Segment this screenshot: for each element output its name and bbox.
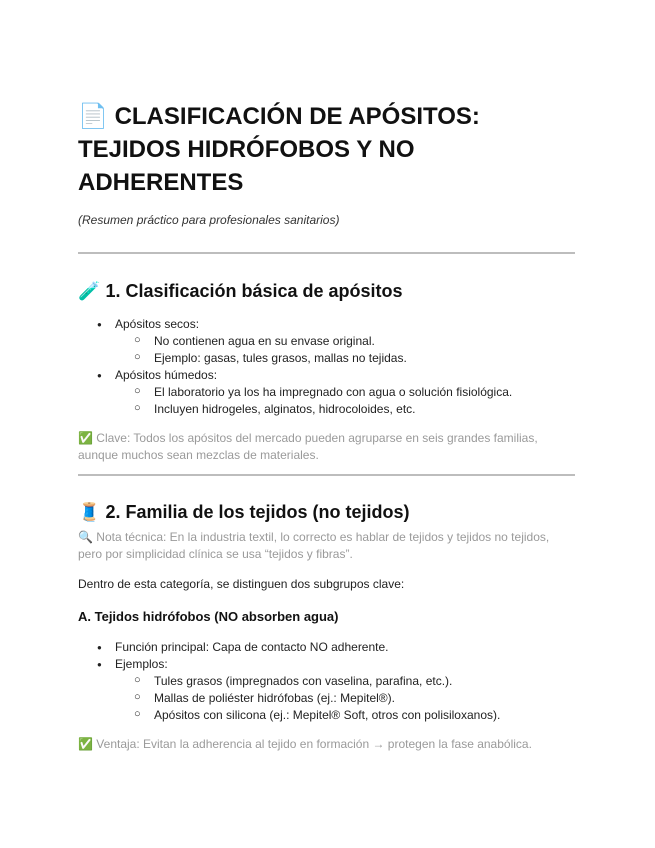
key-note-text: Clave: Todos los apósitos del mercado pueden agruparse en seis grandes familias, aunque muchos sean mezclas de materiales. bbox=[78, 431, 538, 462]
magnifier-icon: 🔍 bbox=[78, 530, 93, 544]
list-subitem: ○ Mallas de poliéster hidrófobas (ej.: Mepitel®). bbox=[78, 690, 575, 707]
list-item: ● Apósitos secos: bbox=[78, 316, 575, 333]
thread-icon: 🧵 bbox=[78, 502, 101, 523]
advantage-text: Ventaja: Evitan la adherencia al tejido en formación → protegen la fase anabólica. bbox=[96, 737, 532, 751]
list-subitem: ○ Incluyen hidrogeles, alginatos, hidrocoloides, etc. bbox=[78, 401, 575, 418]
section-2-intro: Dentro de esta categoría, se distinguen dos subgrupos clave: bbox=[78, 577, 405, 591]
section-2-heading-text: 2. Familia de los tejidos (no tejidos) bbox=[105, 502, 410, 522]
list-subitem: ○ El laboratorio ya los ha impregnado con agua o solución fisiológica. bbox=[78, 384, 575, 401]
page-title bbox=[78, 100, 575, 199]
section-1-heading-text: 1. Clasificación básica de apósitos bbox=[105, 281, 403, 301]
list-item: ● Apósitos húmedos: bbox=[78, 367, 575, 384]
section-2-heading bbox=[78, 502, 410, 523]
page-subtitle: (Resumen práctico para profesionales sanitarios) bbox=[78, 213, 340, 227]
technical-note bbox=[78, 529, 575, 563]
section-1-heading bbox=[78, 281, 403, 302]
divider-1 bbox=[78, 252, 575, 254]
list-subitem: ○ No contienen agua en su envase original. bbox=[78, 333, 575, 350]
subsection-a-heading: A. Tejidos hidrófobos (NO absorben agua) bbox=[78, 609, 339, 624]
check-icon: ✅ bbox=[78, 431, 93, 445]
section-2-list bbox=[78, 639, 575, 724]
list-subitem: ○ Tules grasos (impregnados con vaselina, parafina, etc.). bbox=[78, 673, 575, 690]
test-tube-icon: 🧪 bbox=[78, 281, 101, 302]
list-item: ● Función principal: Capa de contacto NO adherente. bbox=[78, 639, 575, 656]
list-item: ● Ejemplos: bbox=[78, 656, 575, 673]
divider-2 bbox=[78, 474, 575, 476]
technical-note-text: Nota técnica: En la industria textil, lo correcto es hablar de tejidos y tejidos no tejidos, pero por simplicidad clínica se usa “tejidos y fibras”. bbox=[78, 530, 550, 561]
section-1-list bbox=[78, 316, 575, 418]
advantage-note bbox=[78, 736, 575, 753]
list-subitem: ○ Ejemplo: gasas, tules grasos, mallas no tejidas. bbox=[78, 350, 575, 367]
document-icon: 📄 bbox=[78, 102, 108, 130]
check-icon: ✅ bbox=[78, 737, 93, 751]
page-title-text: CLASIFICACIÓN DE APÓSITOS: TEJIDOS HIDRÓFOBOS Y NO ADHERENTES bbox=[78, 103, 480, 196]
list-subitem: ○ Apósitos con silicona (ej.: Mepitel® Soft, otros con polisiloxanos). bbox=[78, 707, 575, 724]
section-1-key-note bbox=[78, 430, 575, 464]
